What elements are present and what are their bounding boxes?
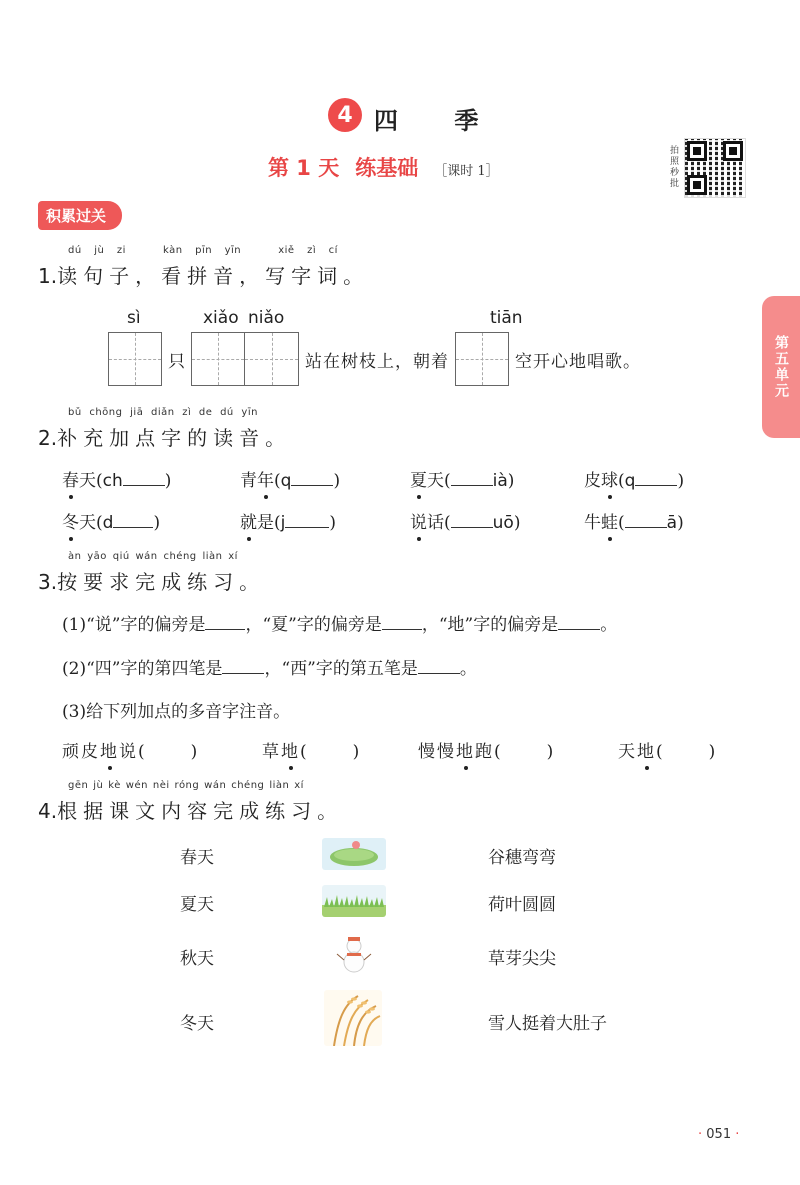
q3-sub2: (2)“四”字的第四笔是 ，“西”字的第五笔是 。 <box>62 659 477 679</box>
lesson-number-badge <box>328 98 362 132</box>
q3-heading <box>38 566 265 595</box>
section-label: 积累过关 <box>46 207 107 225</box>
season-label[interactable]: 冬天 <box>180 1014 214 1034</box>
season-label[interactable]: 夏天 <box>180 895 214 915</box>
q1-heading <box>38 260 369 289</box>
q2-number: 2. <box>38 426 58 450</box>
q2-items <box>62 466 722 546</box>
lesson-title: 四 季 <box>374 107 503 135</box>
list-item: 天地( ) <box>618 737 717 762</box>
q1-text-end: 空开心地唱歌。 <box>515 351 641 372</box>
answer-blank[interactable] <box>123 485 165 486</box>
list-item: 冬天(d ) <box>62 508 160 533</box>
lotus-leaf-image[interactable] <box>322 838 386 870</box>
list-item: 草地( ) <box>262 737 361 762</box>
q3-number: 3. <box>38 570 58 594</box>
q4-heading <box>38 795 343 824</box>
list-item: 青年(q ) <box>240 466 340 491</box>
q1-pinyin-si: sì <box>127 308 141 328</box>
q1-title: 读句子，看拼音，写字词。 <box>57 264 370 288</box>
rice-ears-image[interactable] <box>324 990 382 1046</box>
list-item: 春天(ch ) <box>62 466 171 491</box>
list-item: 牛蛙( ā) <box>584 508 684 533</box>
writing-grid[interactable] <box>245 332 299 386</box>
answer-blank[interactable] <box>635 485 677 486</box>
answer-blank[interactable] <box>665 756 709 757</box>
list-item: 说话( uō) <box>410 508 520 533</box>
phrase-label[interactable]: 荷叶圆圆 <box>488 895 556 915</box>
phrase-label[interactable]: 谷穗弯弯 <box>488 848 556 868</box>
writing-grid[interactable] <box>455 332 509 386</box>
lesson-number: 4 <box>337 102 353 128</box>
q1-text-mid: 站在树枝上，朝着 <box>305 351 449 372</box>
answer-blank[interactable] <box>113 527 153 528</box>
q4-title-pinyin: gēn jù kè wén nèi róng wán chéng liàn xí <box>68 780 304 791</box>
writing-grid[interactable] <box>108 332 162 386</box>
unit-side-tab <box>762 296 800 438</box>
answer-blank[interactable] <box>451 527 493 528</box>
phrase-label[interactable]: 雪人挺着大肚子 <box>488 1014 607 1034</box>
page-dot-right: · <box>735 1127 740 1142</box>
list-item: 慢慢地跑( ) <box>418 737 555 762</box>
q1-sentence <box>108 332 641 386</box>
section-banner <box>38 201 122 230</box>
answer-blank[interactable] <box>147 756 191 757</box>
answer-blank[interactable] <box>451 485 493 486</box>
answer-blank[interactable] <box>222 673 264 674</box>
q1-title-pinyin: dú jù zi kàn pīn yīn xiě zì cí <box>68 245 338 256</box>
list-item: 夏天( ià) <box>410 466 514 491</box>
q4-number: 4. <box>38 799 58 823</box>
answer-blank[interactable] <box>558 629 600 630</box>
q1-pinyin-xiaoniao: xiǎo niǎo <box>203 308 285 328</box>
list-item: 皮球(q ) <box>584 466 684 491</box>
season-label[interactable]: 秋天 <box>180 949 214 969</box>
answer-blank[interactable] <box>309 756 353 757</box>
list-item: 顽皮地说( ) <box>62 737 199 762</box>
q2-title-pinyin: bǔ chōng jiā diǎn zì de dú yīn <box>68 407 258 418</box>
list-item: 就是(j ) <box>240 508 336 533</box>
q4-title: 根据课文内容完成练习。 <box>57 799 344 823</box>
q1-pinyin-tian: tiān <box>490 308 523 328</box>
unit-label: 第五单元 <box>773 335 789 399</box>
page-dot-left: · <box>698 1127 703 1142</box>
q3-sub1: (1)“说”字的偏旁是 ，“夏”字的偏旁是 ，“地”字的偏旁是 。 <box>62 615 618 635</box>
answer-blank[interactable] <box>205 629 245 630</box>
day-label: 第 1 天 <box>268 156 340 180</box>
writing-grid[interactable] <box>191 332 245 386</box>
answer-blank[interactable] <box>625 527 667 528</box>
q3-title: 按要求完成练习。 <box>57 570 266 594</box>
qr-code[interactable] <box>684 138 746 198</box>
q3-sub3: (3)给下列加点的多音字注音。 <box>62 702 291 722</box>
snowman-image[interactable] <box>334 932 374 976</box>
answer-blank[interactable] <box>382 629 422 630</box>
grass-field-image[interactable] <box>322 885 386 917</box>
q1-number: 1. <box>38 264 58 288</box>
answer-blank[interactable] <box>285 527 329 528</box>
q2-title: 补充加点字的读音。 <box>57 426 292 450</box>
answer-blank[interactable] <box>503 756 547 757</box>
answer-blank[interactable] <box>291 485 333 486</box>
q3-title-pinyin: àn yāo qiú wán chéng liàn xí <box>68 551 238 562</box>
day-subtitle: 练基础 <box>355 156 419 180</box>
day-heading <box>268 152 499 182</box>
answer-blank[interactable] <box>418 673 460 674</box>
q1-text-zhi: 只 <box>168 351 185 372</box>
period-label: ［课时 1］ <box>434 164 499 179</box>
page-number: · 051 · <box>698 1127 740 1142</box>
qr-label: 拍照秒批 <box>670 146 680 189</box>
phrase-label[interactable]: 草芽尖尖 <box>488 949 556 969</box>
season-label[interactable]: 春天 <box>180 848 214 868</box>
q2-heading <box>38 422 291 451</box>
q3-polyphone-row <box>62 737 742 767</box>
